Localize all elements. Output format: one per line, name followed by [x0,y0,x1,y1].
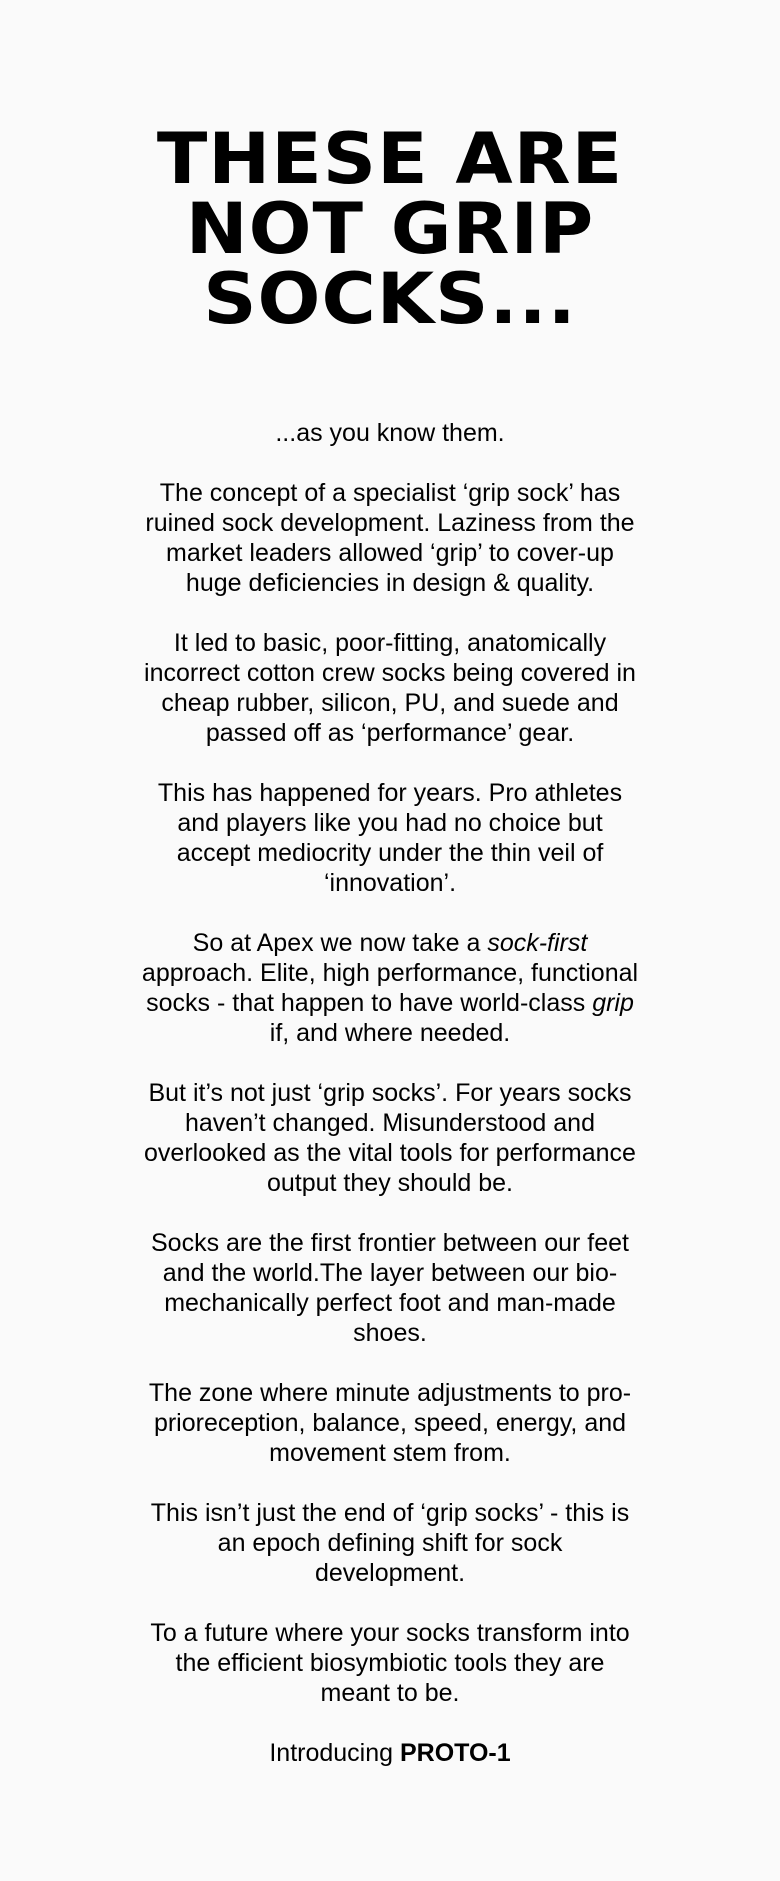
headline-line-2: NOT GRIP [185,188,595,270]
sock-first-text-c: if, and where needed. [269,1019,511,1047]
sock-first-text-a: So at Apex we now take a [192,929,488,957]
future-paragraph: To a future where your socks transform into the efficient biosymbiotic tools they are meant to be. [150,1619,630,1707]
sock-first-text-b: approach. Elite, high performance, functional socks - that happen to have world-class [141,959,639,1017]
zone-paragraph: The zone where minute adjustments to pro-prioreception, balance, speed, energy, and movement stem from. [148,1379,632,1467]
not-just-grip-paragraph: But it’s not just ‘grip socks’. For years socks haven’t changed. Misunderstood and overlooked as the vital tools for performance output they should be. [144,1079,636,1197]
sock-first-paragraph [140,928,640,1048]
introducing-prefix: Introducing [269,1739,400,1767]
sock-first-emphasis: sock-first [487,929,588,957]
headline-line-1: THESE ARE [156,118,624,200]
epoch-shift-paragraph: This isn’t just the end of ‘grip socks’ - this is an epoch defining shift for sock development. [150,1499,630,1587]
grip-sock-concept-paragraph: The concept of a specialist ‘grip sock’ has ruined sock development. Laziness from the market leaders allowed ‘grip’ to cover-up huge deficiencies in design & quality. [145,479,635,597]
headline-line-3: SOCKS... [203,258,577,340]
body-copy [140,418,640,1768]
grip-emphasis: grip [592,989,634,1017]
cheap-socks-paragraph: It led to basic, poor-fitting, anatomically incorrect cotton crew socks being covered in cheap rubber, silicon, PU, and suede and passed off as ‘performance’ gear. [144,629,636,747]
tagline-paragraph: ...as you know them. [275,419,505,447]
product-name: PROTO-1 [399,1739,511,1767]
mediocrity-paragraph: This has happened for years. Pro athletes and players like you had no choice but accept mediocrity under the thin veil of ‘innovation’. [157,779,623,897]
first-frontier-paragraph: Socks are the first frontier between our feet and the world.The layer between our bio-mechanically perfect foot and man-made shoes. [150,1229,629,1347]
headline [0,118,780,340]
introducing-line [140,1738,640,1768]
